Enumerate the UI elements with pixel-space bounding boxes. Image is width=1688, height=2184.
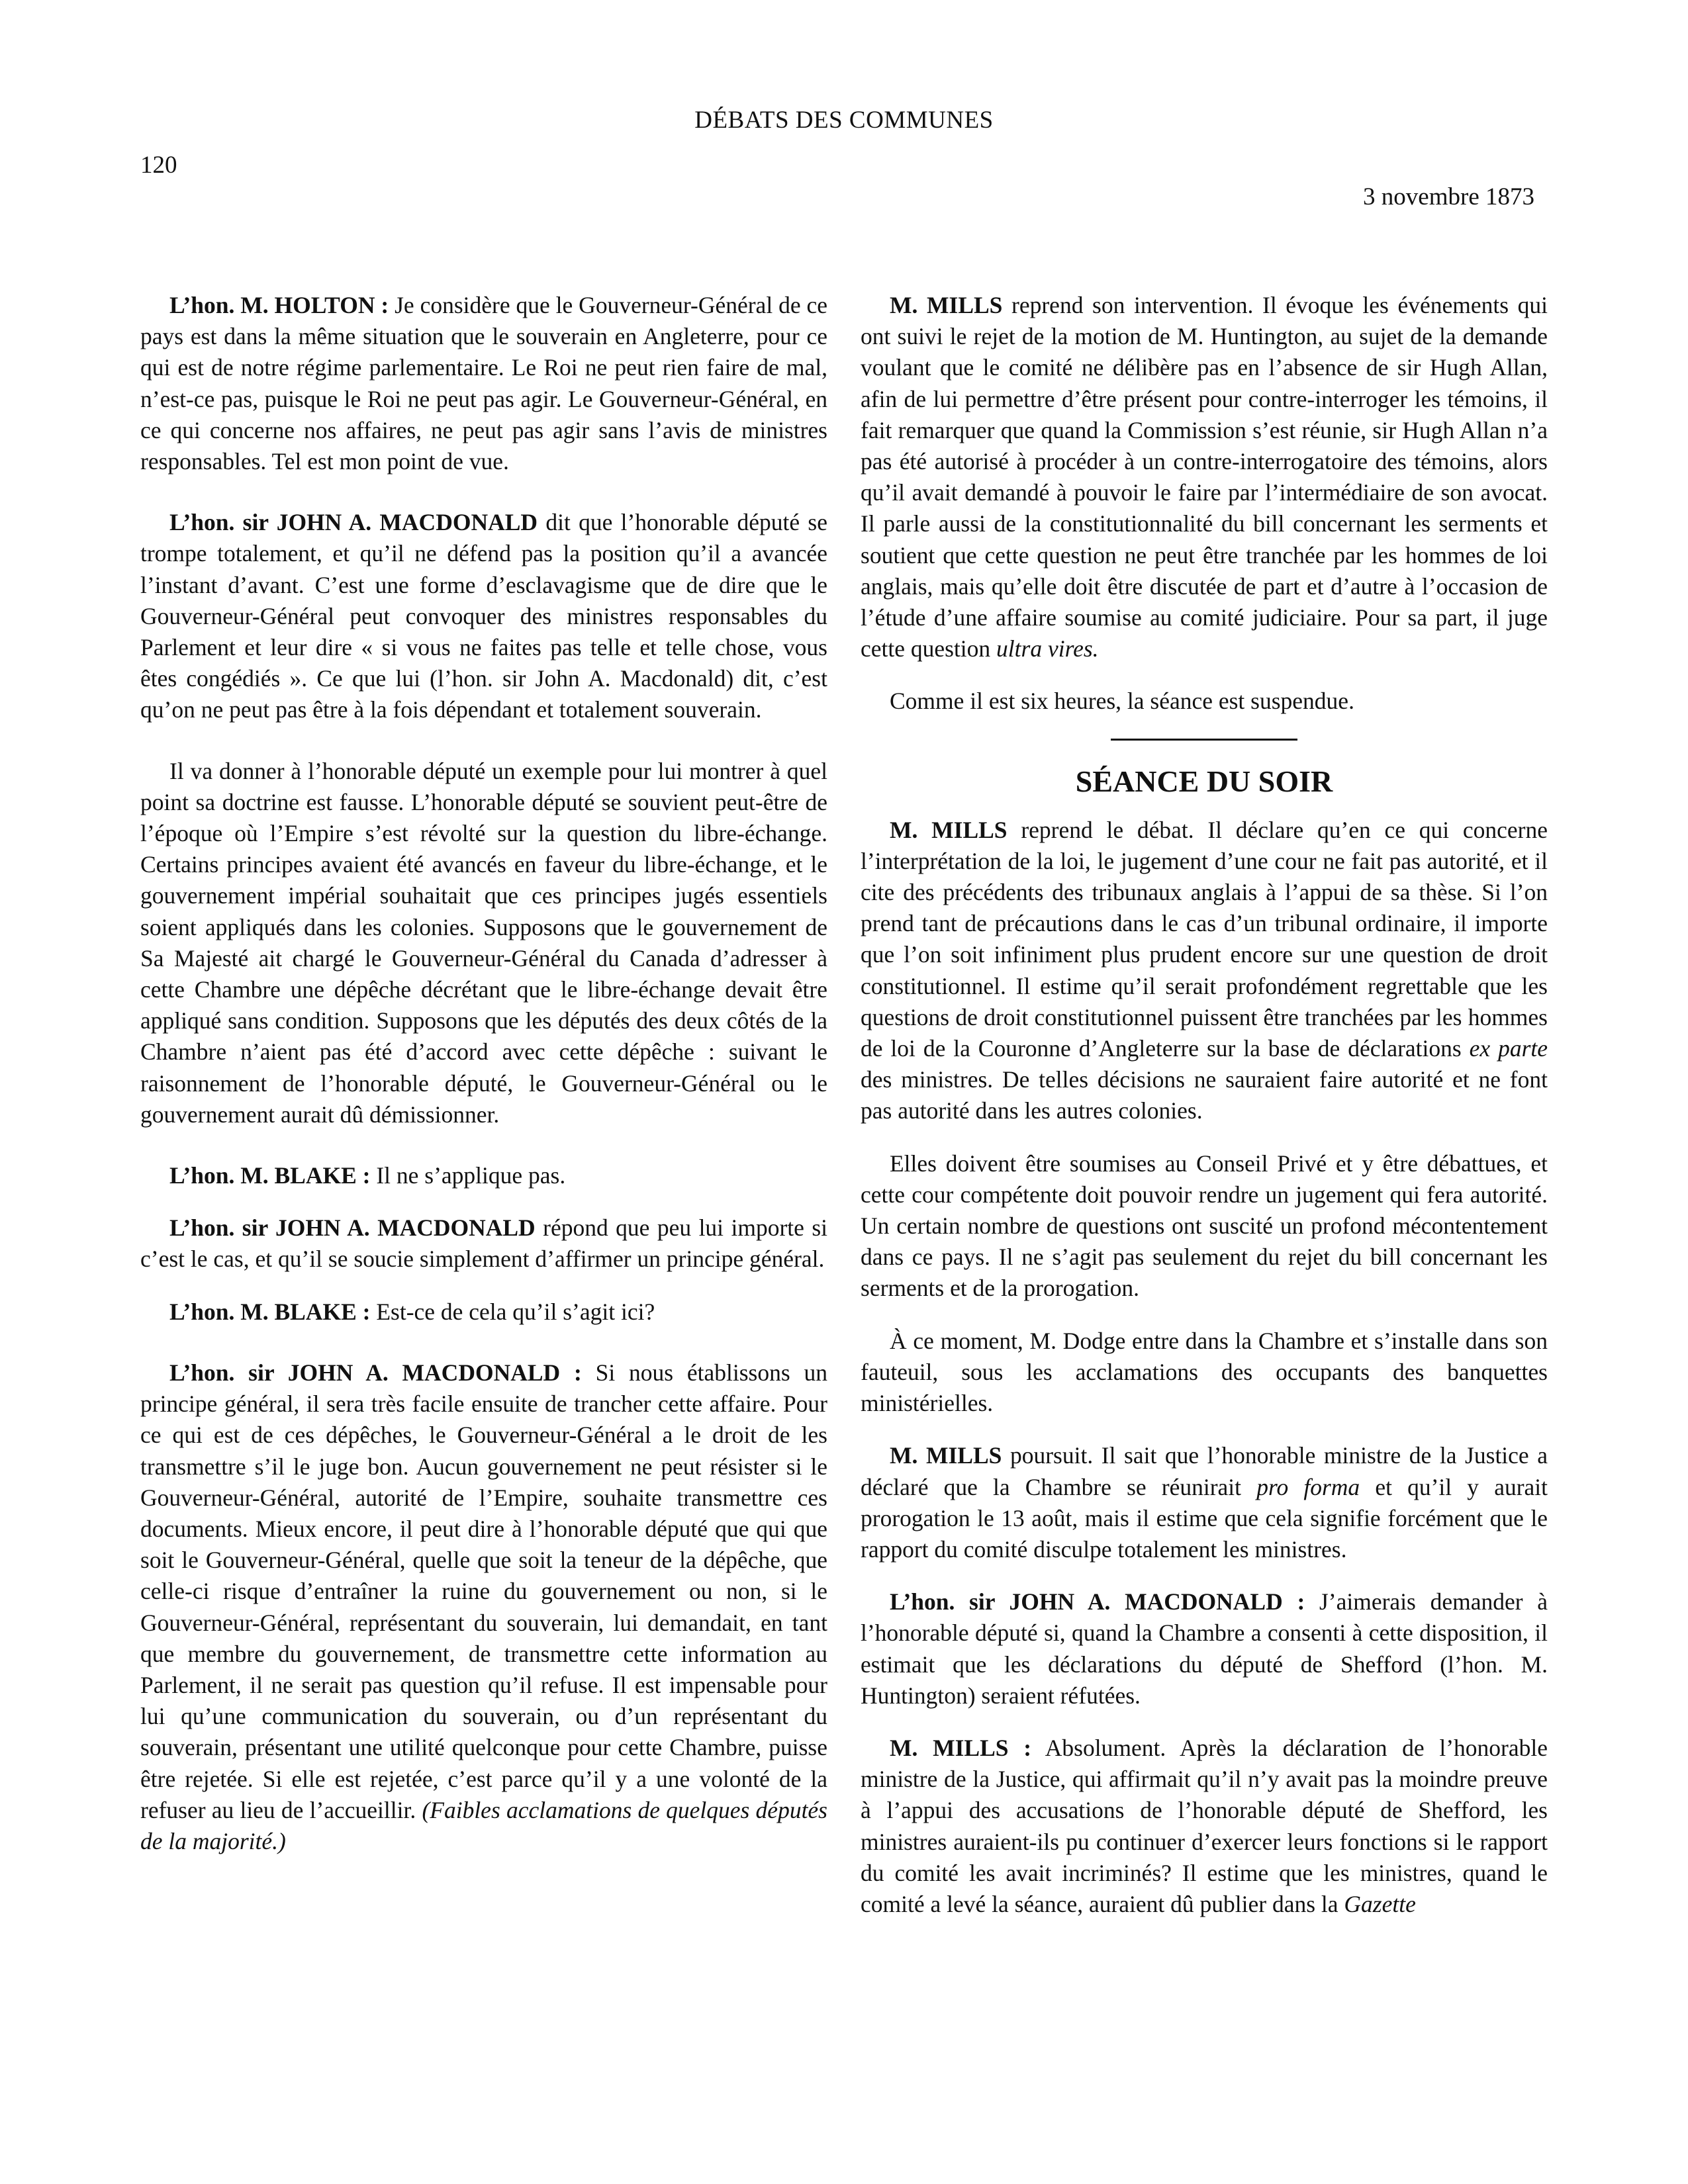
paragraph-text: des ministres. De telles décisions ne sauraient faire autorité et ne font pas autorité dans les autres colonies.	[861, 1066, 1548, 1124]
italic-term: ex parte	[1469, 1035, 1548, 1062]
page-number: 120	[140, 152, 177, 179]
paragraph-adjournment	[861, 686, 1548, 717]
paragraph-macdonald-2	[140, 1212, 827, 1275]
paragraph-text: reprend le débat. Il déclare qu’en ce qui concerne l’interprétation de la loi, le jugement d’une cour ne fait pas autorité, et il cite des précédents des tribunaux anglais à l’appui de sa thèse. Si l’on prend tant de précautions dans le cas d’un tribunal ordinaire, il importe que l’on soit infiniment plus prudent encore sur une question de droit constitutionnel. Il estime qu’il serait profondément regrettable que les questions de droit constitutionnel puissent être tranchées par les hommes de loi de la Couronne d’Angleterre sur la base de déclarations	[861, 816, 1548, 1062]
page-date: 3 novembre 1873	[1363, 183, 1534, 210]
italic-term: Gazette	[1344, 1890, 1416, 1917]
paragraph-text: Absolument. Après la déclaration de l’honorable ministre de la Justice, qui affirmait qu’il n’y avait pas la moindre preuve à l’appui des accusations de l’honorable député de Shefford, les ministres auraient-ils pu continuer d’exercer leurs fonctions si le rapport du comité les avait incriminés? Il estime que les ministres, quand le comité a levé la séance, auraient dû publier dans la	[861, 1734, 1548, 1917]
speaker-name: L’hon. sir JOHN A. MACDONALD :	[890, 1588, 1305, 1615]
section-divider	[1111, 739, 1297, 741]
section-title: SÉANCE DU SOIR	[1075, 764, 1333, 798]
speaker-name: L’hon. sir JOHN A. MACDONALD :	[169, 1359, 582, 1386]
paragraph-blake-2	[140, 1297, 827, 1328]
paragraph-text: et qu’il y aurait prorogation le 13 août, mais il estime que cela signifie forcément que le rapport du comité disculpe totalement les ministres.	[861, 1473, 1548, 1563]
speaker-name: L’hon. M. BLAKE :	[169, 1162, 371, 1189]
paragraph-text: Il ne s’applique pas.	[376, 1162, 566, 1189]
paragraph-text: reprend son intervention. Il évoque les événements qui ont suivi le rejet de la motion de M. Huntington, au sujet de la demande voulant que le comité ne délibère pas en l’absence de sir Hugh Allan, afin de lui permettre d’être présent pour contre-interroger les témoins, il fait remarquer que quand la Commission s’est réunie, sir Hugh Allan n’a pas été autorisé à procéder à un contre-interrogatoire des témoins, alors qu’il avait demandé à pouvoir le faire par l’intermédiaire de son avocat. Il parle aussi de la constitutionnalité du bill concernant les serments et soutient que cette question ne peut être tranchée par les hommes de loi anglais, mais qu’elle doit être discutée de part et d’autre à l’occasion de l’étude d’une affaire soumise au comité judiciaire. Pour sa part, il juge cette question	[861, 292, 1548, 662]
italic-term: pro forma	[1256, 1473, 1360, 1500]
paragraph-text: Comme il est six heures, la séance est suspendue.	[890, 688, 1354, 715]
right-column	[861, 290, 1548, 1950]
paragraph-dodge	[861, 1326, 1548, 1420]
speaker-name: M. MILLS :	[890, 1734, 1032, 1761]
paragraph-mills-2	[861, 815, 1548, 1127]
speaker-name: L’hon. M. HOLTON :	[169, 292, 389, 318]
left-column	[140, 290, 827, 1887]
paragraph-text: Il va donner à l’honorable député un exemple pour lui montrer à quel point sa doctrine est fausse. L’honorable député se souvient peut-être de l’époque où l’Empire s’est révolté sur la question du libre-échange. Certains principes avaient été avancés en faveur du libre-échange, et le gouvernement impérial souhaitait que ces principes jugés essentiels soient appliqués dans les colonies. Supposons que le gouvernement de Sa Majesté ait chargé le Gouverneur-Général du Canada d’adresser à cette Chambre une dépêche décrétant que le libre-échange devait être appliqué sans condition. Supposons que les députés des deux côtés de la Chambre n’aient pas été d’accord avec cette dépêche : suivant le raisonnement de l’honorable député, le Gouverneur-Général ou le gouvernement aurait dû démissionner.	[140, 757, 827, 1128]
paragraph-text: À ce moment, M. Dodge entre dans la Chambre et s’installe dans son fauteuil, sous les acclamations des occupants des banquettes ministérielles.	[861, 1327, 1548, 1417]
paragraph-macdonald-1	[140, 507, 827, 725]
speaker-name: L’hon. sir JOHN A. MACDONALD	[169, 509, 538, 536]
paragraph-text: J’aimerais demander à l’honorable député si, quand la Chambre a consenti à cette disposition, il estimait que les déclarations du député de Shefford (l’hon. M. Huntington) seraient réfutées.	[861, 1588, 1548, 1709]
speaker-name: M. MILLS	[890, 292, 1003, 318]
paragraph-blake-1	[140, 1160, 827, 1191]
running-header: DÉBATS DES COMMUNES	[694, 107, 994, 134]
paragraph-text: Je considère que le Gouverneur-Général de ce pays est dans la même situation que le souverain en Angleterre, pour ce qui est de notre régime parlementaire. Le Roi ne peut rien faire de mal, n’est-ce pas, puisque le Roi ne peut pas agir. Le Gouverneur-Général, en ce qui concerne nos affaires, ne peut pas agir sans l’avis de ministres responsables. Tel est mon point de vue.	[140, 292, 828, 475]
paragraph-mills-1	[861, 290, 1548, 664]
paragraph-macdonald-3	[140, 1357, 827, 1857]
paragraph-privy-council	[861, 1148, 1548, 1304]
paragraph-text: poursuit. Il sait que l’honorable ministre de la Justice a déclaré que la Chambre se réunirait	[861, 1442, 1548, 1500]
paragraph-mills-3	[861, 1440, 1548, 1565]
speaker-name: M. MILLS	[890, 1442, 1002, 1469]
paragraph-text: Elles doivent être soumises au Conseil Privé et y être débattues, et cette cour compétente doit pouvoir rendre un jugement qui fera autorité. Un certain nombre de questions ont suscité un profond mécontentement dans ce pays. Il ne s’agit pas seulement du rejet du bill concernant les serments et de la prorogation.	[861, 1150, 1548, 1302]
paragraph-continuation	[140, 756, 827, 1130]
italic-term: ultra vires.	[996, 635, 1099, 662]
stage-direction: (Faibles acclamations de quelques députés de la majorité.)	[140, 1796, 828, 1854]
paragraph-text: Si nous établissons un principe général, il sera très facile ensuite de trancher cette affaire. Pour ce qui est de ces dépêches, le Gouverneur-Général a le droit de les transmettre s’il le juge bon. Aucun gouvernement ne peut résister si le Gouverneur-Général, autorité de l’Empire, souhaite transmettre ces documents. Mieux encore, il peut dire à l’honorable député que qui que soit le Gouverneur-Général, quelle que soit la teneur de la dépêche, que celle-ci risque d’entraîner la ruine du gouvernement ou non, si le Gouverneur-Général, représentant du souverain, lui demandait, en tant que membre du gouvernement, de transmettre cette information au Parlement, il ne serait pas question qu’il refuse. Il est impensable pour lui qu’une communication du souverain, ou d’un représentant du souverain, présentant une utilité quelconque pour cette Chambre, puisse être rejetée. Si elle est rejetée, c’est parce qu’il y a une volonté de la refuser au lieu de l’accueillir.	[140, 1359, 827, 1823]
paragraph-text: dit que l’honorable député se trompe totalement, et qu’il ne défend pas la position qu’il a avancée l’instant d’avant. C’est une forme d’esclavagisme que de dire que le Gouverneur-Général peut convoquer des ministres responsables du Parlement et leur dire « si vous ne faites pas telle et telle chose, vous êtes congédiés ». Ce que lui (l’hon. sir John A. Macdonald) dit, c’est qu’on ne peut pas être à la fois dépendant et totalement souverain.	[140, 509, 827, 723]
speaker-name: L’hon. sir JOHN A. MACDONALD	[169, 1214, 536, 1242]
speaker-name: L’hon. M. BLAKE :	[169, 1298, 371, 1325]
speaker-name: M. MILLS	[890, 816, 1008, 843]
paragraph-text: répond que peu lui importe si c’est le cas, et qu’il se soucie simplement d’affirmer un principe général.	[140, 1214, 828, 1273]
paragraph-mills-4	[861, 1733, 1548, 1920]
paragraph-text: Est-ce de cela qu’il s’agit ici?	[376, 1298, 655, 1325]
paragraph-macdonald-4	[861, 1586, 1548, 1711]
paragraph-holton	[140, 290, 827, 477]
